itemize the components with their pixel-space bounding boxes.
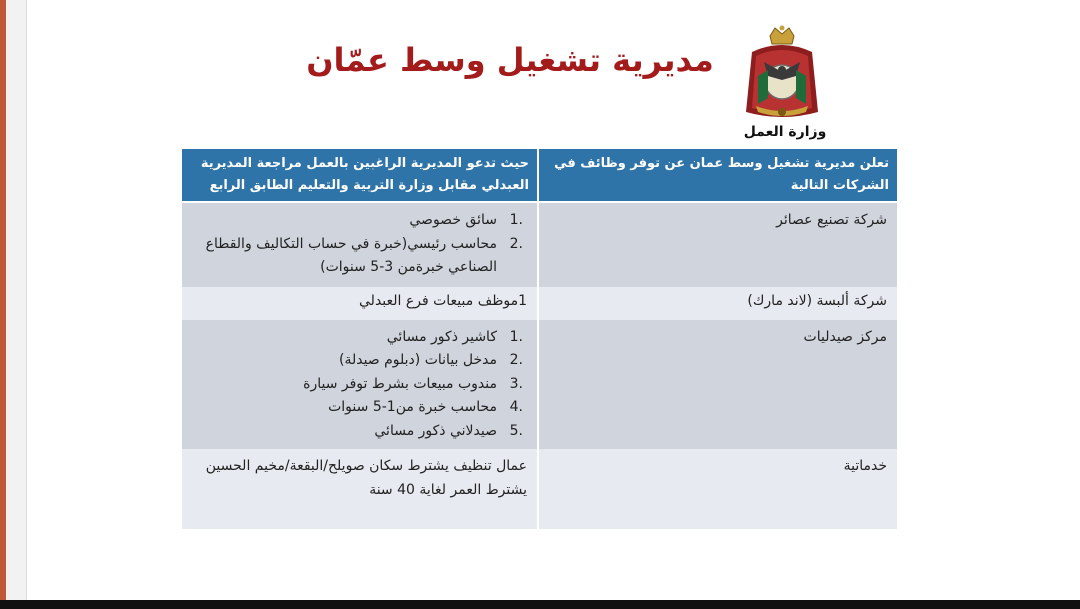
table-row xyxy=(182,287,897,320)
company-name: شركة تصنيع عصائر xyxy=(538,202,897,287)
bottom-bar xyxy=(0,600,1080,609)
company-name: خدماتية xyxy=(538,449,897,529)
table-row xyxy=(182,449,897,529)
job-item: مندوب مبيعات بشرط توفر سيارة xyxy=(303,375,497,392)
job-item: سائق خصوصي xyxy=(409,212,497,228)
company-name: مركز صيدليات xyxy=(538,320,897,450)
job-list xyxy=(182,202,538,287)
header-instructions: حيث تدعو المديرية الراغبين بالعمل مراجعة المديرية العبدلي مقابل وزارة التربية والتعليم الطابق الرابع xyxy=(182,149,538,202)
job-item: محاسب خبرة من1-5 سنوات xyxy=(328,399,497,415)
job-list xyxy=(182,320,538,450)
job-text: 1موظف مبيعات فرع العبدلي xyxy=(182,287,538,320)
jobs-table xyxy=(182,149,897,529)
job-item: كاشير ذكور مسائي xyxy=(386,328,497,345)
job-item: مدخل بيانات (دبلوم صيدلة) xyxy=(338,352,497,368)
job-item: صيدلاني ذكور مسائي xyxy=(374,422,497,439)
company-name: شركة ألبسة (لاند مارك) xyxy=(538,287,897,320)
job-text: عمال تنظيف يشترط سكان صويلح/البقعة/مخيم الحسين يشترط العمر لغاية 40 سنة xyxy=(182,449,538,529)
window-left-edge xyxy=(0,0,6,600)
table-row xyxy=(182,202,897,287)
table-header-row xyxy=(182,149,897,202)
job-item: محاسب رئيسي(خبرة في حساب التكاليف والقطاع الصناعي خبرةمن 3-5 سنوات) xyxy=(205,235,497,275)
table-row xyxy=(182,320,897,450)
ministry-name: وزارة العمل xyxy=(743,124,827,140)
header-companies: تعلن مديرية تشغيل وسط عمان عن توفر وظائف في الشركات التالية xyxy=(538,149,897,202)
jordan-coat-of-arms-icon xyxy=(742,24,822,124)
page-title: مديرية تشغيل وسط عمّان xyxy=(306,41,714,79)
